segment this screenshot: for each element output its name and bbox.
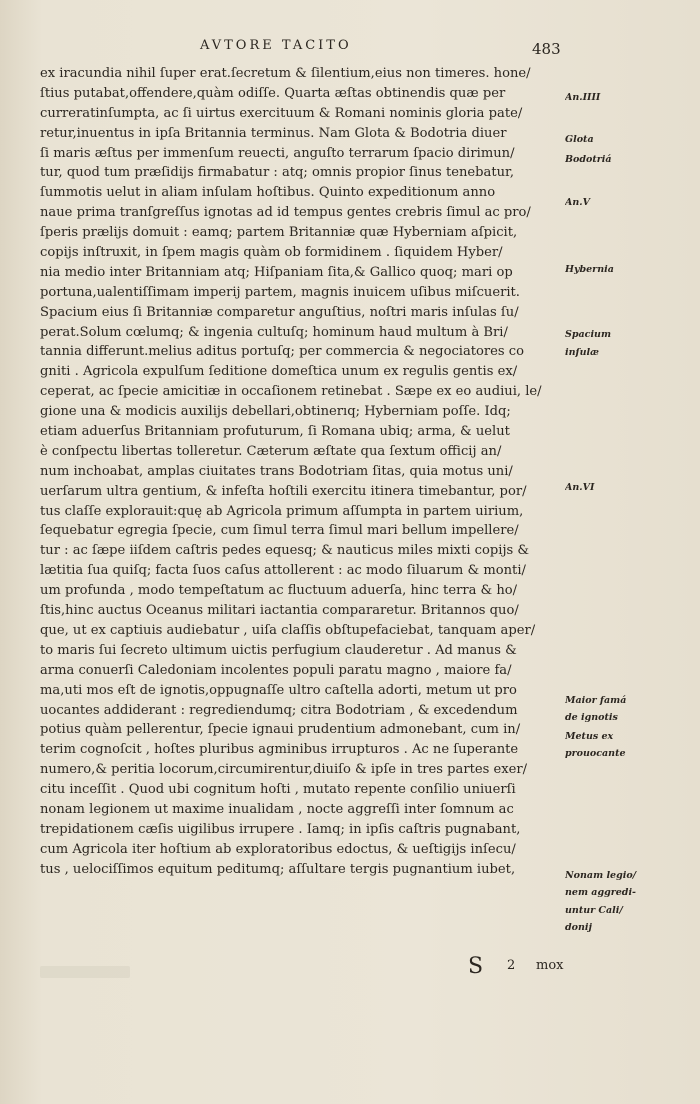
text-line: num inchoabat, amplas ciuitates trans Bodotriam ſitas, quia motus uni/ bbox=[40, 463, 513, 479]
text-line: cum Agricola iter hoſtium ab exploratoribus edoctus, & ueſtigijs inſecu/ bbox=[40, 841, 516, 857]
text-line: è conſpectu libertas tolleretur. Cæterum æſtate qua ſextum officij an/ bbox=[40, 443, 502, 459]
text-line: tannia differunt.melius aditus portuſq; per commercia & negociatores co bbox=[40, 344, 525, 360]
text-line: nia medio inter Britanniam atq; Hiſpaniam ſita,& Gallico quoq; mari op bbox=[40, 264, 513, 280]
margin-note-insulae: inſulæ bbox=[565, 347, 599, 358]
page-footer bbox=[40, 954, 564, 979]
text-line: uocantes addiderant : regrediendumq; citra Bodotriam , & excedendum bbox=[40, 702, 518, 718]
running-head: AVTORE TACITO bbox=[200, 38, 352, 53]
margin-note-nem-aggredi: nem aggredi- bbox=[565, 887, 636, 898]
margin-note-de-ignotis: de ignotis bbox=[565, 712, 618, 723]
text-line: tus , uelociſſimos equitum peditumq; aſſultare tergis pugnantium iubet, bbox=[40, 861, 516, 877]
text-line: uerſarum ultra gentium, & infeſta hoſtili exercitu itinera timebantur, por/ bbox=[40, 483, 527, 499]
margin-note-metus-ex: Metus ex bbox=[565, 731, 614, 742]
text-line: terim cognoſcit , hoſtes pluribus agminibus irrupturos . Ac ne ſuperante bbox=[40, 742, 519, 758]
text-line: copijs inſtruxit, in ſpem magis quàm ob formidinem . ſiquidem Hyber/ bbox=[40, 245, 503, 261]
text-line: retur,inuentus in ipſa Britannia terminus. Nam Glota & Bodotria diuer bbox=[40, 125, 507, 141]
text-line: ſi maris æſtus per immenſum reuecti, anguſto terrarum ſpacio dirimun/ bbox=[40, 145, 515, 161]
text-line: ſtis,hinc auctus Oceanus militari iactantia compararetur. Britannos quo/ bbox=[40, 603, 519, 619]
text-line: que, ut ex captiuis audiebatur , uiſa claſſis obſtupefaciebat, tanquam aper/ bbox=[40, 622, 536, 638]
text-line: ſummotis uelut in aliam inſulam hoſtibus. Quinto expeditionum anno bbox=[40, 185, 496, 201]
margin-note-glota: Glota bbox=[565, 134, 594, 145]
main-text-block bbox=[40, 64, 562, 880]
catchword: mox bbox=[536, 958, 564, 973]
margin-note-untur-cali: untur Cali/ bbox=[565, 905, 623, 916]
text-line: tus claſſe explorauit:quę ab Agricola primum aſſumpta in partem uirium, bbox=[40, 503, 524, 519]
text-line: potius quàm pellerentur, ſpecie ignaui prudentium admonebant, cum in/ bbox=[40, 722, 521, 738]
margin-note-maior-fama: Maior famá bbox=[565, 695, 627, 706]
text-line: lætitia ſua quiſq; facta ſuos caſus attollerent : ac modo ſiluarum & monti/ bbox=[40, 563, 526, 579]
margin-note-nonam-legio: Nonam legio/ bbox=[565, 870, 637, 881]
text-line: tur : ac ſæpe iiſdem caſtris pedes equesq; & nauticus miles mixti copijs & bbox=[40, 543, 530, 559]
text-line: etiam aduerſus Britanniam profuturum, ſi Romana ubiq; arma, & uelut bbox=[40, 424, 510, 440]
page-number: 483 bbox=[532, 40, 561, 58]
margin-note-donij: donij bbox=[565, 922, 592, 933]
signature-number: 2 bbox=[507, 958, 516, 973]
text-line: nonam legionem ut maxime inualidam , nocte aggreſſi inter ſomnum ac bbox=[40, 801, 514, 817]
text-line: arma conuerſi Caledoniam incolentes populi paratu magno , maiore fa/ bbox=[40, 662, 512, 678]
text-line: gniti . Agricola expulſum ſeditione domeſtica unum ex regulis gentis ex/ bbox=[40, 364, 518, 380]
text-line: um profunda , modo tempeſtatum ac fluctuum aduerſa, hinc terra & ho/ bbox=[40, 583, 518, 599]
text-line: Spacium eius ſi Britanniæ comparetur anguſtius, noſtri maris inſulas ſu/ bbox=[40, 304, 519, 320]
text-line: perat.Solum cœlumq; & ingenia cultuſq; hominum haud multum à Bri/ bbox=[40, 324, 508, 340]
text-line: ma,uti mos eſt de ignotis,oppugnaſſe ultro caſtella adorti, metum ut pro bbox=[40, 682, 517, 698]
text-line: ſperis prælijs domuit : eamq; partem Britanniæ quæ Hyberniam aſpicit, bbox=[40, 225, 518, 241]
text-line: naue prima tranſgreſſus ignotas ad id tempus gentes crebris ſimul ac pro/ bbox=[40, 205, 531, 221]
text-line: citu inceſſit . Quod ubi cognitum hoſti , mutato repente conſilio uniuerſi bbox=[40, 782, 516, 798]
text-line: ceperat, ac ſpecie amicitiæ in occaſionem retinebat . Sæpe ex eo audiui, le/ bbox=[40, 384, 542, 400]
text-line: curreratinſumpta, ac ſi uirtus exercituum & Romani nominis gloria pate/ bbox=[40, 105, 523, 121]
text-line: to maris ſui ſecreto ultimum uictis perfugium clauderetur . Ad manus & bbox=[40, 642, 517, 658]
margin-note-spacium: Spacium bbox=[565, 329, 612, 340]
text-line: tur, quod tum præſidijs firmabatur : atq; omnis propior ſinus tenebatur, bbox=[40, 165, 515, 181]
text-line: ex iracundia nihil ſuper erat.ſecretum & ſilentium,eius non timeres. hone/ bbox=[40, 66, 531, 81]
text-line: portuna,ualentiſſimam imperij partem, magnis inuicem uſibus miſcuerit. bbox=[40, 284, 520, 300]
margin-note-an-v: An.V bbox=[565, 197, 590, 208]
margin-note-prouocante: prouocante bbox=[565, 748, 626, 759]
text-line: ſtius putabat,offendere,quàm odiſſe. Quarta æſtas obtinendis quæ per bbox=[40, 85, 506, 101]
margin-note-bodotria: Bodotriá bbox=[565, 154, 612, 165]
text-line: trepidationem cæſis uigilibus irrupere . Iamq; in ipſis caſtris pugnabant, bbox=[40, 821, 521, 837]
signature-mark: S bbox=[468, 954, 484, 979]
text-line: ſequebatur egregia ſpecie, cum ſimul terra ſimul mari bellum impellere/ bbox=[40, 523, 519, 539]
margin-note-an-vi: An.VI bbox=[565, 482, 595, 493]
margin-note-an-iiii: An.IIII bbox=[565, 92, 601, 103]
margin-note-hybernia: Hybernia bbox=[565, 264, 614, 275]
text-line: numero,& peritia locorum,circumirentur,diuiſo & ipſe in tres partes exer/ bbox=[40, 762, 528, 778]
text-line: gione una & modicis auxilijs debellari,obtinerıq; Hyberniam poſſe. Idq; bbox=[40, 404, 511, 420]
